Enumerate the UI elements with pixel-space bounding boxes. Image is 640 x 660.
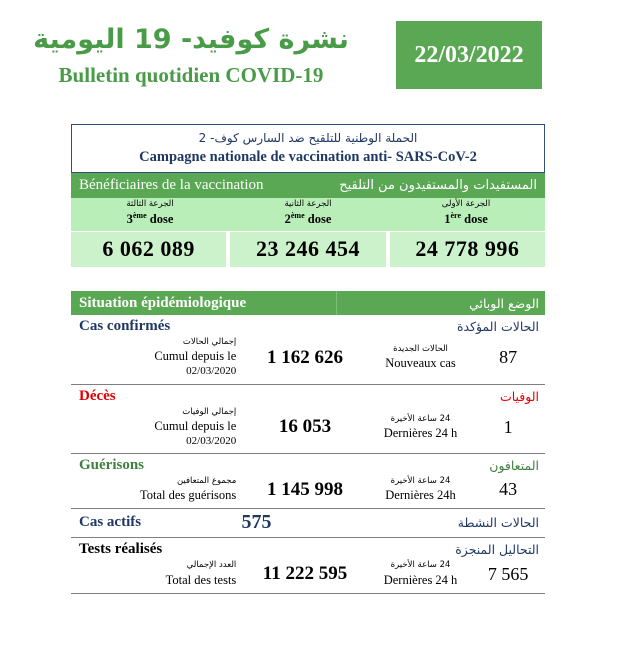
recoveries-cumul-value: 1 145 998 bbox=[267, 478, 344, 500]
dose-ordinal-second: ème bbox=[290, 211, 305, 221]
vaccination-beneficiaries-band bbox=[71, 173, 545, 198]
dose-value-second: 23 246 454 bbox=[230, 232, 385, 267]
section-title-row-tests bbox=[71, 538, 545, 560]
dose-label-second-arabic: الجرعة الثانية bbox=[284, 199, 332, 209]
recoveries-recent-label-french: Dernières 24h bbox=[385, 488, 456, 503]
recoveries-recent-label bbox=[366, 476, 476, 503]
section-tests bbox=[71, 538, 545, 593]
section-deaths bbox=[71, 385, 545, 455]
section-recoveries bbox=[71, 454, 545, 509]
dose-label-third-french bbox=[71, 211, 229, 227]
metric-row-tests bbox=[71, 560, 545, 592]
tests-title-french: Tests réalisés bbox=[79, 541, 163, 558]
section-title-row-deaths bbox=[71, 385, 545, 407]
beneficiaries-label-arabic: المستفيدات والمستفيدون من التلقيح bbox=[339, 177, 537, 193]
recoveries-cumul-label-arabic: مجموع المتعافين bbox=[176, 476, 237, 487]
tests-cumul-label-arabic: العدد الإجمالي bbox=[186, 560, 237, 571]
tests-recent-label bbox=[366, 560, 476, 587]
deaths-cumul-label-date: 02/03/2020 bbox=[186, 434, 237, 447]
deaths-cumul-label-arabic: إجمالي الوفيات bbox=[182, 406, 237, 417]
recoveries-title-arabic: المتعافون bbox=[489, 458, 539, 474]
recoveries-recent-label-arabic: 24 ساعة الأخيرة bbox=[390, 476, 451, 487]
dose-word-first: dose bbox=[464, 212, 488, 227]
confirmed-recent-label-french: Nouveaux cas bbox=[385, 356, 456, 371]
dose-label-first-arabic: الجرعة الأولى bbox=[441, 199, 491, 209]
dose-word-second: dose bbox=[307, 212, 332, 227]
vaccination-title bbox=[71, 124, 545, 173]
vaccination-campaign-box bbox=[71, 124, 545, 267]
tests-cumul-value: 11 222 595 bbox=[262, 563, 348, 585]
active-cases-title-arabic: الحالات النشطة bbox=[457, 515, 539, 531]
confirmed-recent-label bbox=[366, 344, 476, 371]
title-block bbox=[0, 22, 382, 88]
active-cases-value: 575 bbox=[241, 511, 272, 534]
page-title-arabic: نشرة كوفيد- 19 اليومية bbox=[33, 24, 349, 55]
deaths-recent-value: 1 bbox=[503, 416, 513, 437]
confirmed-title-french: Cas confirmés bbox=[79, 318, 171, 334]
tests-title-arabic: التحاليل المنجزة bbox=[455, 542, 539, 558]
date-badge: 22/03/2022 bbox=[396, 21, 542, 89]
dose-value-first: 24 778 996 bbox=[390, 232, 545, 267]
dose-word-third: dose bbox=[149, 212, 174, 227]
bulletin-header bbox=[0, 0, 640, 118]
dose-value-row bbox=[71, 232, 545, 267]
recoveries-cumul-label bbox=[75, 476, 244, 503]
dose-label-third-arabic: الجرعة الثالثة bbox=[126, 199, 174, 209]
epidemiological-header bbox=[71, 291, 545, 315]
metric-row-confirmed bbox=[71, 337, 545, 384]
confirmed-recent-value: 87 bbox=[499, 347, 518, 368]
header-divider bbox=[336, 291, 337, 315]
dose-number-second: 2 bbox=[284, 212, 291, 227]
dose-label-second bbox=[229, 198, 387, 231]
dose-number-first: 1 bbox=[444, 212, 451, 227]
dose-value-third: 6 062 089 bbox=[71, 232, 226, 267]
metric-row-recoveries bbox=[71, 476, 545, 508]
deaths-title-french: Décès bbox=[79, 387, 116, 404]
dose-label-row bbox=[71, 198, 545, 231]
metric-row-deaths bbox=[71, 407, 545, 454]
tests-cumul-label-french: Total des tests bbox=[165, 572, 237, 587]
page-title-french: Bulletin quotidien COVID-19 bbox=[58, 63, 324, 88]
confirmed-cumul-value: 1 162 626 bbox=[267, 346, 344, 368]
confirmed-recent-label-arabic: الحالات الجديدة bbox=[393, 344, 448, 355]
dose-label-second-french bbox=[229, 211, 387, 227]
deaths-cumul-label-french: Cumul depuis le bbox=[154, 418, 237, 433]
section-active-cases bbox=[71, 509, 545, 538]
deaths-title-arabic: الوفيات bbox=[499, 388, 539, 404]
recoveries-title-french: Guérisons bbox=[79, 457, 145, 474]
epidemiological-table bbox=[71, 291, 545, 594]
epi-header-arabic: الوضع الوبائي bbox=[469, 295, 539, 311]
active-cases-row bbox=[71, 509, 545, 537]
section-title-row-confirmed bbox=[71, 315, 545, 337]
dose-ordinal-third: ème bbox=[132, 211, 147, 221]
dose-label-first bbox=[387, 198, 545, 231]
section-title-row-recoveries bbox=[71, 454, 545, 476]
section-confirmed-cases bbox=[71, 315, 545, 385]
confirmed-cumul-label bbox=[75, 337, 244, 379]
dose-ordinal-first: ère bbox=[450, 211, 461, 221]
dose-label-third bbox=[71, 198, 229, 231]
vaccination-title-arabic: الحملة الوطنية للتلقيح ضد السارس كوف- 2 bbox=[198, 131, 418, 145]
tests-recent-value: 7 565 bbox=[487, 563, 529, 584]
recoveries-recent-value: 43 bbox=[499, 479, 518, 500]
deaths-cumul-label bbox=[75, 407, 244, 449]
vaccination-title-french: Campagne nationale de vaccination anti- SARS-CoV-2 bbox=[139, 149, 477, 165]
tests-cumul-label bbox=[75, 560, 244, 587]
deaths-recent-label-french: Dernières 24 h bbox=[383, 425, 458, 440]
beneficiaries-label-french: Bénéficiaires de la vaccination bbox=[79, 176, 264, 193]
epi-header-french: Situation épidémiologique bbox=[79, 294, 247, 311]
tests-recent-label-french: Dernières 24 h bbox=[383, 572, 458, 587]
confirmed-title-arabic: الحالات المؤكدة bbox=[456, 319, 539, 334]
tests-recent-label-arabic: 24 ساعة الأخيرة bbox=[390, 560, 451, 571]
dose-label-first-french bbox=[387, 211, 545, 227]
deaths-cumul-value: 16 053 bbox=[278, 416, 332, 438]
confirmed-cumul-label-arabic: إجمالي الحالات bbox=[182, 337, 237, 347]
confirmed-cumul-label-date: 02/03/2020 bbox=[186, 365, 237, 378]
recoveries-cumul-label-french: Total des guérisons bbox=[139, 488, 237, 503]
deaths-recent-label bbox=[366, 414, 476, 441]
active-cases-title-french: Cas actifs bbox=[79, 514, 142, 531]
dose-number-third: 3 bbox=[126, 212, 133, 227]
deaths-recent-label-arabic: 24 ساعة الأخيرة bbox=[390, 413, 451, 424]
confirmed-cumul-label-french: Cumul depuis le bbox=[154, 349, 237, 364]
